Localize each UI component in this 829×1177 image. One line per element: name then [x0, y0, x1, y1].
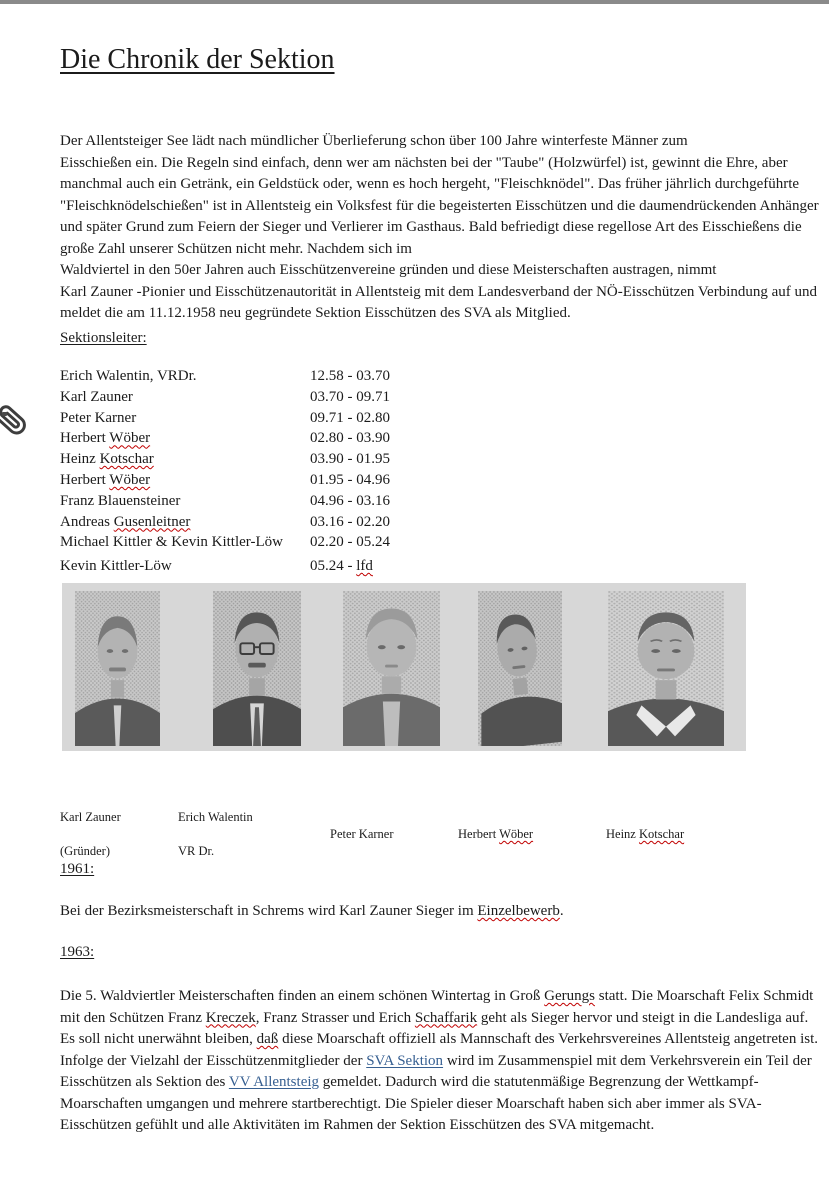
scan-speck [2, 412, 7, 416]
misspelled-word: Kotschar [99, 451, 154, 468]
leader-row [60, 428, 390, 449]
text-segment: Michael Kittler & Kevin Kittler-Löw [60, 534, 283, 551]
leader-row [60, 556, 390, 577]
text-line [60, 174, 819, 196]
text-segment: Herbert [458, 827, 500, 841]
leader-name [60, 366, 310, 387]
window-top-border [0, 0, 829, 4]
photo-caption-vr-dr [178, 844, 214, 859]
text-line [60, 303, 819, 325]
text-segment: Eisschießen ein. Die Regeln sind einfach, denn wer am nächsten bei der "Taube" (Holzwürfel) ist, gewinnt die Ehre, aber [60, 154, 788, 171]
leader-row [60, 366, 390, 387]
text-line [60, 196, 819, 218]
text-segment: meldet die am 11.12.1958 neu gegründete Sektion Eisschützen des SVA als Mitglied. [60, 305, 571, 321]
misspelled-word: Kreczek [205, 1009, 256, 1026]
text-segment: geht als Sieger hervor und steigt in die Landesliga auf. [477, 1009, 809, 1026]
text-segment: Andreas [60, 513, 114, 530]
text-line [60, 1029, 818, 1051]
leader-period [310, 491, 390, 512]
leader-name [60, 512, 310, 533]
text-segment: 03.70 - 09.71 [310, 388, 390, 405]
portrait-photo-peter-karner [343, 591, 440, 746]
text-line [60, 239, 819, 261]
misspelled-word: Schaffarik [414, 1009, 478, 1026]
leader-period [310, 387, 390, 408]
text-segment: gemeldet. Dadurch wird die statutenmäßige Begrenzung der Wettkampf- [319, 1074, 759, 1090]
text-line [60, 1115, 818, 1137]
text-segment: Peter Karner [330, 827, 394, 841]
text-segment: Franz Blauensteiner [60, 492, 181, 509]
leader-name [60, 532, 310, 553]
leader-row [60, 408, 390, 429]
text-segment: Moarschaften umgangen und mehrere startberechtigt. Die Spieler dieser Moarschaft haben sich aber immer als SVA- [60, 1095, 762, 1112]
text-segment: große Zahl unserer Schützen nicht mehr. Nachdem sich im [60, 240, 412, 257]
photo-caption-heinz-kotschar [606, 827, 684, 842]
text-line [60, 260, 819, 282]
hyperlink[interactable]: SVA Sektion [366, 1052, 444, 1069]
text-segment: Kevin Kittler-Löw [60, 558, 172, 575]
text-segment: Erich Walentin, VRDr. [60, 368, 197, 384]
text-segment: mit den Schützen Franz [60, 1009, 206, 1026]
misspelled-word: Wöber [499, 827, 534, 841]
text-segment: Es soll nicht unerwähnt bleiben, [60, 1031, 257, 1047]
intro-paragraph [60, 131, 819, 325]
text-segment: Die 5. Waldviertler Meisterschaften finden an einem schönen Wintertag in Groß [60, 988, 545, 1004]
text-segment: . [559, 903, 564, 919]
text-line [60, 282, 819, 304]
paragraph-1961 [60, 901, 564, 923]
text-segment: Heinz [606, 827, 639, 841]
leader-row [60, 387, 390, 408]
text-segment: manchmal auch ein Getränk, ein Geldstück oder, wenn es hoch hergeht, "Fleischknödel". Das früher jährlich durchgeführte [60, 176, 800, 192]
text-line [60, 1094, 818, 1116]
photo-caption-peter-karner [330, 827, 394, 842]
misspelled-word: Kotschar [638, 827, 685, 841]
hyperlink[interactable]: VV Allentsteig [228, 1074, 320, 1090]
misspelled-word: Wöber [109, 430, 151, 447]
text-segment: Waldviertel in den 50er Jahren auch Eisschützenvereine gründen und diese Meisterschaften austragen, nimmt [60, 262, 717, 278]
leader-period [310, 366, 390, 387]
text-segment: 04.96 - 03.16 [310, 492, 390, 509]
text-segment: Karl Zauner [60, 388, 133, 405]
leader-name [60, 428, 310, 449]
paragraph-1963 [60, 986, 818, 1137]
text-segment: Infolge der Vielzahl der Eisschützenmitglieder der [60, 1052, 367, 1069]
text-segment: Bei der Bezirksmeisterschaft in Schrems wird Karl Zauner Sieger im [60, 903, 478, 919]
misspelled-word: Wöber [109, 471, 151, 488]
misspelled-word: daß [256, 1031, 279, 1047]
leader-period [310, 408, 390, 429]
leader-row [60, 532, 390, 553]
misspelled-word: Gusenleitner [113, 513, 191, 530]
text-line [60, 1072, 818, 1094]
text-segment: Herbert [60, 430, 110, 447]
leader-period [310, 532, 390, 553]
text-segment: (Gründer) [60, 844, 110, 858]
text-segment: 09.71 - 02.80 [310, 409, 390, 426]
photo-caption-karl-zauner [60, 810, 121, 825]
leader-period [310, 449, 390, 470]
leader-name [60, 449, 310, 470]
text-segment: und später Grund zum Feiern der Sieger und Verlierer im Gasthaus. Bald befriedigt diese regellose Art des Eisschießens die [60, 219, 802, 235]
text-segment: Peter Karner [60, 409, 137, 426]
photo-caption-gruender [60, 844, 110, 859]
portrait-photo-herbert-woeber [478, 591, 562, 746]
leader-row [60, 512, 390, 533]
leader-name [60, 491, 310, 512]
misspelled-word: lfd [356, 558, 373, 575]
section-heading-1963: 1963: [60, 944, 95, 960]
text-segment: 01.95 - 04.96 [310, 471, 390, 488]
leader-row [60, 470, 390, 491]
leader-name [60, 556, 310, 577]
leader-name [60, 387, 310, 408]
text-line [60, 131, 819, 153]
portrait-photo-erich-walentin [213, 591, 301, 746]
text-line [60, 217, 819, 239]
misspelled-word: Gerungs [544, 988, 595, 1004]
leader-period [310, 556, 373, 577]
paperclip-icon[interactable] [0, 400, 33, 442]
leaders-list [60, 366, 390, 577]
text-segment: , Franz Strasser und Erich [255, 1009, 415, 1026]
text-line [60, 901, 564, 923]
text-segment: statt. Die Moarschaft Felix Schmidt [594, 988, 814, 1004]
text-segment: Eisschützen als Sektion des [60, 1074, 229, 1090]
misspelled-word: Einzelbewerb [477, 903, 560, 919]
text-line [60, 1051, 818, 1073]
leader-row [60, 449, 390, 470]
text-segment: 02.80 - 03.90 [310, 430, 390, 447]
text-segment: Heinz [60, 451, 100, 468]
photo-caption-herbert-woeber [458, 827, 533, 842]
text-segment: VR Dr. [178, 844, 215, 858]
text-line [60, 153, 819, 175]
leader-period [310, 428, 390, 449]
leader-period [310, 512, 390, 533]
leader-row [60, 491, 390, 512]
text-line [60, 986, 818, 1008]
text-segment: Herbert [60, 471, 110, 488]
page-title: Die Chronik der Sektion [60, 44, 335, 75]
text-segment: 03.90 - 01.95 [310, 451, 390, 468]
photo-strip [62, 583, 746, 751]
text-segment: 02.20 - 05.24 [310, 534, 390, 551]
photo-caption-erich-walentin [178, 810, 253, 825]
leader-name [60, 470, 310, 491]
text-segment: "Fleischknödelschießen" ist in Allentsteig ein Volksfest für die begeisterten Eisschützen und die daumendrückenden Anhänger [60, 197, 819, 214]
text-segment: Karl Zauner [60, 810, 121, 824]
text-segment: Der Allentsteiger See lädt nach mündlicher Überlieferung schon über 100 Jahre winterfeste Männer zum [60, 133, 688, 149]
portrait-photo-heinz-kotschar [608, 591, 724, 746]
section-heading-sektionsleiter: Sektionsleiter: [60, 330, 147, 346]
section-heading-1961: 1961: [60, 861, 95, 877]
text-segment: Eisschützen gefühlt und alle Aktivitäten im Rahmen der Sektion Eisschützen des SVA mitgemacht. [60, 1117, 655, 1133]
text-segment: Karl Zauner -Pionier und Eisschützenautorität in Allentsteig mit dem Landesverband der NÖ-Eisschützen Verbindung auf und [60, 283, 818, 300]
text-segment: diese Moarschaft offiziell als Mannschaft des Verkehrsvereines Allentsteig angetreten ist. [278, 1031, 819, 1047]
text-line [60, 1008, 818, 1030]
text-segment: wird im Zusammenspiel mit dem Verkehrsverein ein Teil der [443, 1052, 812, 1069]
text-segment: Erich Walentin [178, 810, 253, 824]
text-segment: 03.16 - 02.20 [310, 513, 390, 530]
text-segment: 12.58 - 03.70 [310, 368, 390, 384]
portrait-photo-karl-zauner [75, 591, 160, 746]
leader-period [310, 470, 390, 491]
leader-name [60, 408, 310, 429]
text-segment: 05.24 - [310, 558, 357, 575]
